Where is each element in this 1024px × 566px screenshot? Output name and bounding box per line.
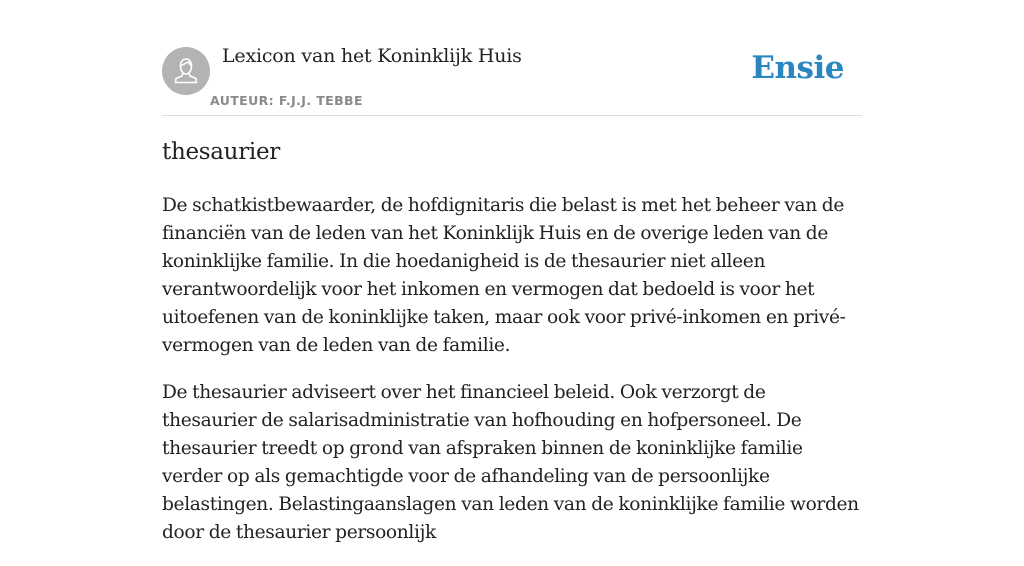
ensie-logo[interactable]: Ensie [751, 50, 844, 86]
author-avatar[interactable] [162, 47, 210, 95]
source-title-link[interactable]: Lexicon van het Koninklijk Huis [222, 45, 522, 67]
author-label[interactable]: AUTEUR: F.J.J. TEBBE [210, 93, 363, 108]
entry-title: thesaurier [162, 139, 280, 165]
entry-paragraph-1: De schatkistbewaarder, de hofdignitaris die belast is met het beheer van de financiën van de leden van het Koninklijk Huis en de overige leden van de koninklijke familie. In die hoedanigheid is de thesaurier niet alleen verantwoordelijk voor het inkomen en vermogen dat bedoeld is voor het uitoefenen van de koninklijke taken, maar ook voor privé-inkomen en privé-vermogen van de leden van de familie. [162, 195, 846, 356]
user-silhouette-icon [162, 47, 210, 95]
entry-paragraph-2: De thesaurier adviseert over het financieel beleid. Ook verzorgt de thesaurier de salarisadministratie van hofhouding en hofpersoneel. De thesaurier treedt op grond van afspraken binnen de koninklijke familie verder op als gemachtigde voor de afhandeling van de persoonlijke belastingen. Belastingaanslagen van leden van de koninklijke familie worden door de thesaurier persoonlijk [162, 382, 859, 543]
source-header [162, 0, 862, 116]
article-page [162, 0, 862, 543]
entry-body [162, 192, 862, 566]
